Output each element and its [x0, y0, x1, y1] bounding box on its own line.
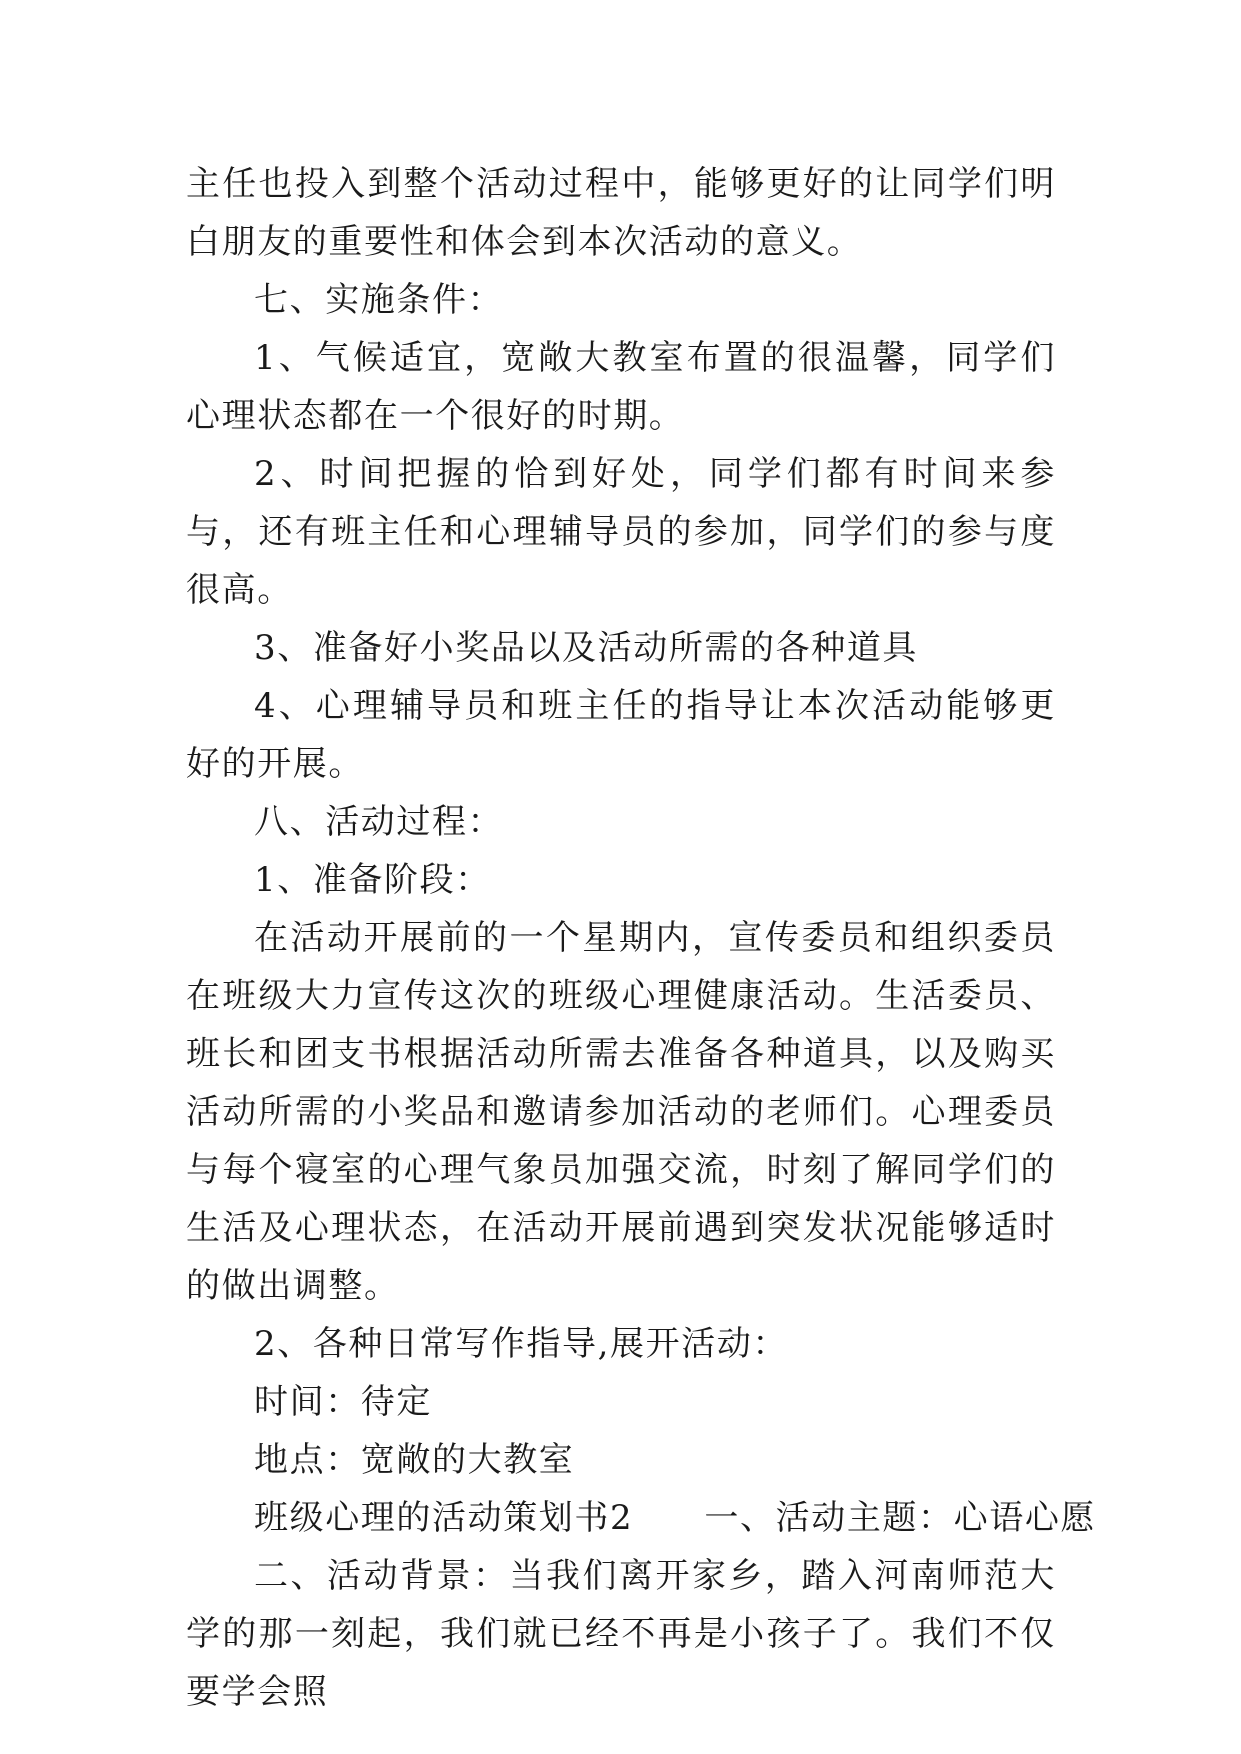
list-item-condition-1: 1、气候适宜，宽敞大教室布置的很温馨，同学们心理状态都在一个很好的时期。 [186, 338, 1056, 436]
document-body [186, 155, 1097, 1721]
section-heading-activity-process: 八、活动过程： [254, 802, 504, 842]
paragraph-continuation: 主任也投入到整个活动过程中，能够更好的让同学们明白朋友的重要性和体会到本次活动的意义。 [186, 164, 1056, 262]
list-item-condition-2: 2、时间把握的恰到好处，同学们都有时间来参与，还有班主任和心理辅导员的参加，同学们的参与度很高。 [186, 454, 1056, 610]
subheading-preparation-stage: 1、准备阶段： [254, 860, 491, 900]
plan-2-title-and-theme: 班级心理的活动策划书2 一、活动主题：心语心愿 [254, 1498, 1097, 1538]
list-item-condition-3: 3、准备好小奖品以及活动所需的各种道具 [254, 628, 919, 668]
activity-time: 时间：待定 [254, 1382, 432, 1422]
paragraph-activity-background: 二、活动背景：当我们离开家乡，踏入河南师范大学的那一刻起，我们就已经不再是小孩子了。我们不仅要学会照 [186, 1556, 1056, 1712]
section-heading-implementation-conditions: 七、实施条件： [254, 280, 504, 320]
paragraph-preparation-details: 在活动开展前的一个星期内，宣传委员和组织委员在班级大力宣传这次的班级心理健康活动。生活委员、班长和团支书根据活动所需去准备各种道具，以及购买活动所需的小奖品和邀请参加活动的老师们。心理委员与每个寝室的心理气象员加强交流，时刻了解同学们的生活及心理状态，在活动开展前遇到突发状况能够适时的做出调整。 [186, 918, 1056, 1306]
activity-location: 地点：宽敞的大教室 [254, 1440, 575, 1480]
list-item-condition-4: 4、心理辅导员和班主任的指导让本次活动能够更好的开展。 [186, 686, 1056, 784]
subheading-launch-activity: 2、各种日常写作指导,展开活动： [254, 1324, 789, 1364]
